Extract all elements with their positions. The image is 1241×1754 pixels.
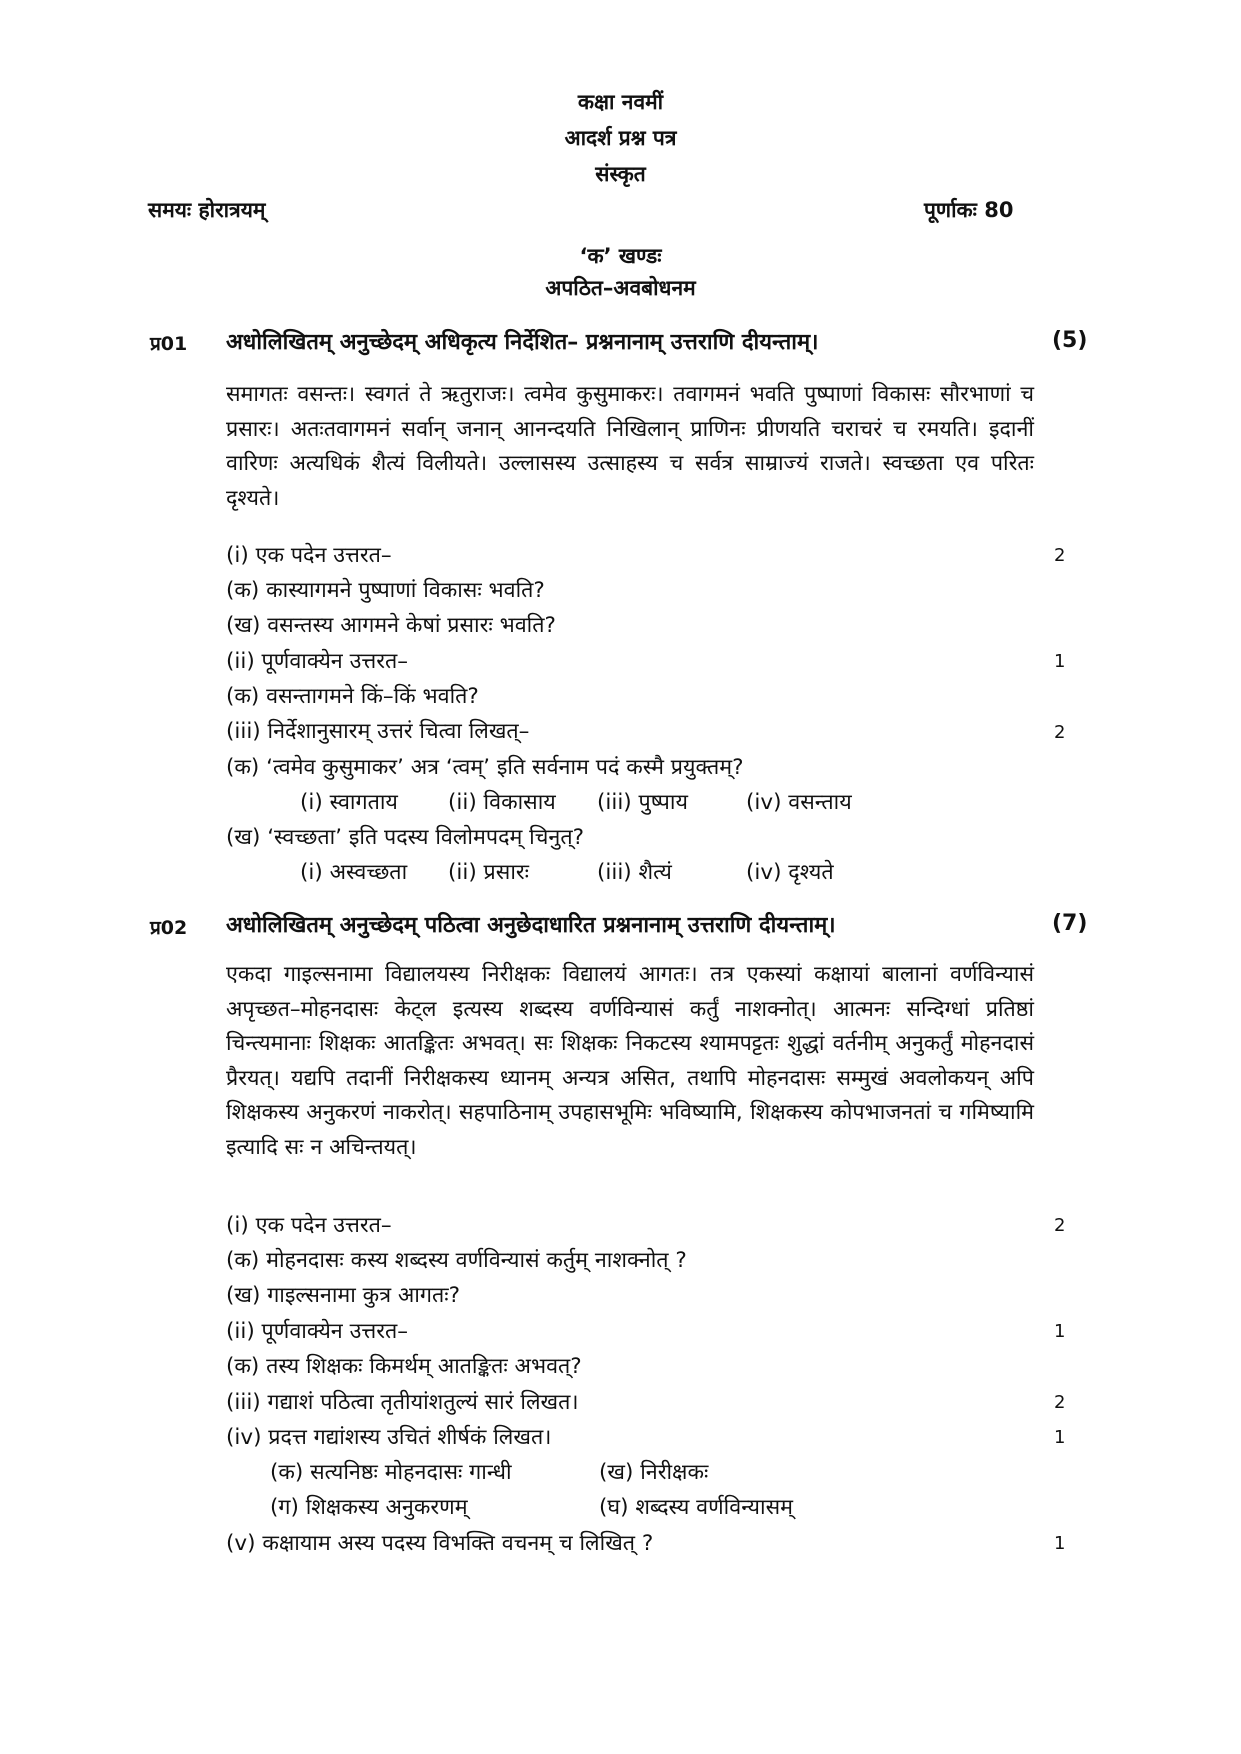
question-instruction: अधोलिखितम् अनुच्छेदम् पठित्वा अनुछेदाधारित प्रश्ननानाम् उत्तराणि दीयन्ताम्। [226,913,836,938]
sub-question: (ख) ‘स्वच्छता’ इति पदस्य विलोमपदम् चिनुत्? [226,825,585,850]
answer-option: (ख) निरीक्षकः [599,1460,709,1485]
sub-question-marks: 2 [1054,545,1066,566]
sub-question-marks: 2 [1054,1392,1066,1413]
sub-question-marks: 2 [1054,722,1066,743]
question-number: प्र02 [150,917,188,939]
max-marks: पूर्णाकः 80 [924,198,1014,222]
subject-title: संस्कृत [595,162,646,186]
paper-title: आदर्श प्रश्न पत्र [564,126,677,150]
section-subtitle: अपठित–अवबोधनम [545,276,696,300]
sub-question: (क) ‘त्वमेव कुसुमाकर’ अत्र ‘त्वम्’ इति सर्वनाम पदं कस्मै प्रयुक्तम्? [226,755,744,780]
sub-question-marks: 1 [1054,1321,1066,1342]
question-marks: (7) [1052,911,1088,936]
answer-option: (iv) दृश्यते [746,860,834,885]
sub-question: (ii) पूर्णवाक्येन उत्तरत– [226,649,409,674]
sub-question: (iii) गद्याशं पठित्वा तृतीयांशतुल्यं सारं लिखत। [226,1390,579,1415]
sub-question: (ख) गाइल्सनामा कुत्र आगतः? [226,1283,460,1308]
sub-question: (i) एक पदेन उत्तरत– [226,1213,392,1238]
sub-question: (iii) निर्देशानुसारम् उत्तरं चित्वा लिखत्– [226,719,530,744]
reading-passage: एकदा गाइल्सनामा विद्यालयस्य निरीक्षकः विद्यालयं आगतः। तत्र एकस्यां कक्षायां बालानां वर्णविन्यासं अपृच्छत–मोहनदासः केट्ल इत्यस्य शब्दस्य वर्णविन्यासं कर्तुं नाशक्नोत्। आत्मनः सन्दिग्धां प्रतिष्ठां चिन्त्यमानाः शिक्षकः आतङ्कितः अभवत्। सः शिक्षकः निकटस्य श्यामपट्टतः शुद्धां वर्तनीम् अनुकर्तुं मोहनदासं प्रैरयत्। यद्यपि तदानीं निरीक्षकस्य ध्यानम् अन्यत्र असित, तथापि मोहनदासः सम्मुखं अवलोकयन् अपि शिक्षकस्य अनुकरणं नाकरोत्। सहपाठिनाम् उपहासभूमिः भविष्यामि, शिक्षकस्य कोपभाजनतां च गमिष्यामि इत्यादि सः न अचिन्तयत्। [226,962,1034,1160]
answer-option: (ii) विकासाय [448,790,556,815]
answer-option: (ग) शिक्षकस्य अनुकरणम् [270,1495,468,1520]
sub-question-marks: 1 [1054,1427,1066,1448]
sub-question: (क) मोहनदासः कस्य शब्दस्य वर्णविन्यासं कर्तुम् नाशक्नोत् ? [226,1248,687,1273]
sub-question-marks: 1 [1054,1533,1066,1554]
answer-option: (घ) शब्दस्य वर्णविन्यासम् [599,1495,793,1520]
answer-option: (iv) वसन्ताय [746,790,852,815]
reading-passage: समागतः वसन्तः। स्वगतं ते ऋतुराजः। त्वमेव कुसुमाकरः। तवागमनं भवति पुष्पाणां विकासः सौरभाणां च प्रसारः। अतःतवागमनं सर्वान् जनान् आनन्दयति निखिलान् प्राणिनः प्रीणयति चराचरं च रमयति। इदानीं वारिणः अत्यधिकं शैत्यं विलीयते। उल्लासस्य उत्साहस्य च सर्वत्र साम्राज्यं राजते। स्वच्छता एव परितः दृश्यते। [226,382,1034,511]
sub-question: (i) एक पदेन उत्तरत– [226,543,392,568]
answer-option: (ii) प्रसारः [448,860,530,885]
answer-option: (iii) शैत्यं [597,860,672,885]
sub-question: (क) वसन्तागमने किं–किं भवति? [226,684,479,709]
question-number: प्र01 [150,333,188,355]
sub-question: (ii) पूर्णवाक्येन उत्तरत– [226,1319,409,1344]
sub-question-marks: 2 [1054,1215,1066,1236]
section-heading: ‘क’ खण्डः [579,244,662,268]
sub-question-marks: 1 [1054,651,1066,672]
answer-option: (i) अस्वच्छता [300,860,408,885]
answer-option: (i) स्वागताय [300,790,398,815]
answer-option: (iii) पुष्पाय [597,790,688,815]
sub-question: (क) तस्य शिक्षकः किमर्थम् आतङ्कितः अभवत्? [226,1354,582,1379]
question-marks: (5) [1052,328,1088,353]
class-title: कक्षा नवमीं [577,90,664,114]
time-duration: समयः होरात्रयम् [148,198,266,222]
answer-option: (क) सत्यनिष्ठः मोहनदासः गान्धी [270,1460,512,1485]
sub-question: (ख) वसन्तस्य आगमने केषां प्रसारः भवति? [226,613,556,638]
question-instruction: अधोलिखितम् अनुच्छेदम् अधिकृत्य निर्देशित– प्रश्ननानाम् उत्तराणि दीयन्ताम्। [226,330,819,355]
sub-question: (क) कास्यागमने पुष्पाणां विकासः भवति? [226,578,545,603]
sub-question: (iv) प्रदत्त गद्यांशस्य उचितं शीर्षकं लिखत। [226,1425,552,1450]
sub-question: (v) कक्षायाम अस्य पदस्य विभक्ति वचनम् च लिखित् ? [226,1531,654,1556]
